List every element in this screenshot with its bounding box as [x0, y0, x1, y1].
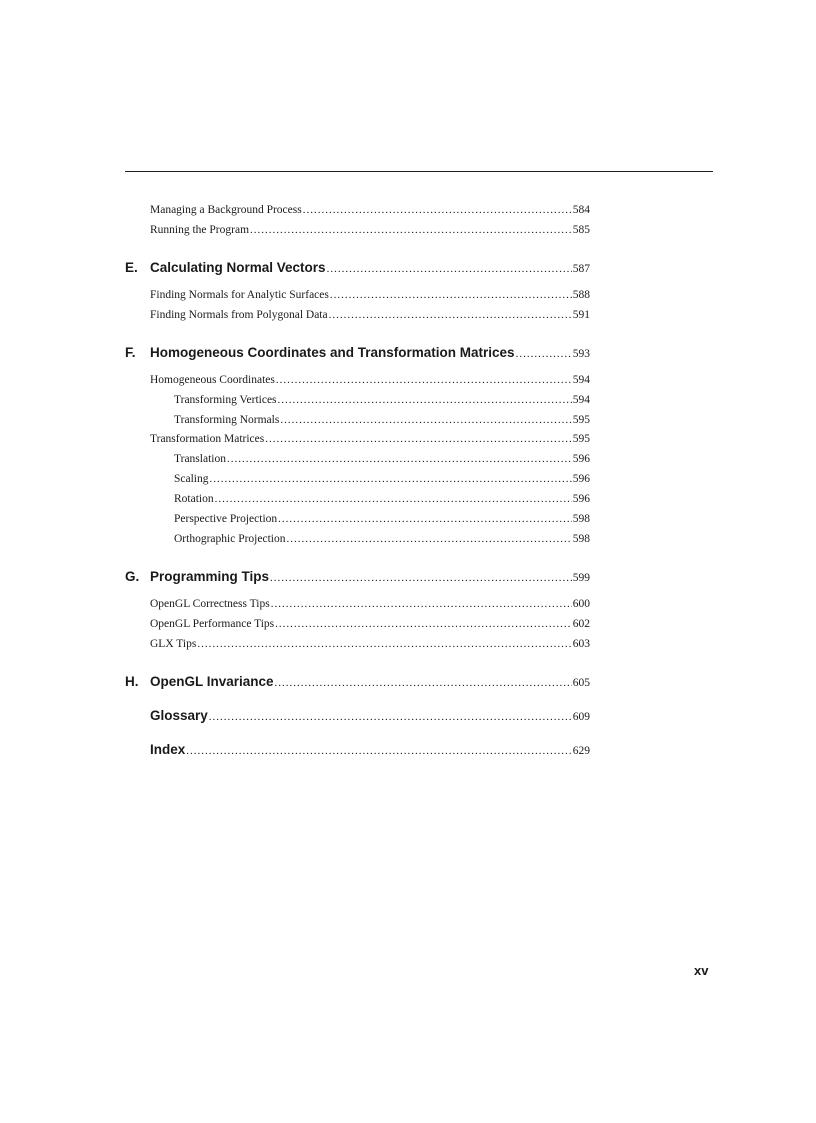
toc-entry-page: 596: [572, 453, 590, 465]
leader-dots: [265, 433, 572, 445]
toc-entry-page: 594: [572, 394, 590, 406]
leader-dots: [271, 598, 572, 610]
toc-entry-page: 594: [572, 374, 590, 386]
toc-entry-title: Transforming Vertices: [174, 394, 277, 406]
toc-entry-normals-polygonal-data[interactable]: [150, 309, 590, 321]
toc-entry-title: OpenGL Performance Tips: [150, 618, 275, 630]
toc-entry-title: Transformation Matrices: [150, 433, 265, 445]
toc-entry-page: 596: [572, 473, 590, 485]
toc-entry-title: Rotation: [174, 493, 214, 505]
toc-entry-rotation[interactable]: [174, 493, 590, 505]
toc-entry-running-program[interactable]: [150, 224, 590, 236]
toc-entry-translation[interactable]: [174, 453, 590, 465]
toc-chapter-index[interactable]: [150, 742, 590, 757]
toc-entry-orthographic-projection[interactable]: [174, 533, 590, 545]
toc-entry-title: Homogeneous Coordinates: [150, 374, 275, 386]
appendix-letter-f: F.: [125, 345, 136, 360]
leader-dots: [250, 224, 572, 236]
toc-chapter-homogeneous-coordinates[interactable]: [150, 345, 590, 360]
toc-entry-opengl-correctness-tips[interactable]: [150, 598, 590, 610]
leader-dots: [210, 473, 572, 485]
appendix-letter-e: E.: [125, 260, 138, 275]
leader-dots: [286, 533, 571, 545]
toc-entry-title: Perspective Projection: [174, 513, 278, 525]
toc-entry-normals-analytic-surfaces[interactable]: [150, 289, 590, 301]
toc-entry-page: 629: [572, 745, 590, 757]
toc-entry-page: 599: [572, 572, 590, 584]
leader-dots: [215, 493, 572, 505]
toc-entry-transformation-matrices[interactable]: [150, 433, 590, 445]
toc-entry-page: 587: [572, 263, 590, 275]
toc-entry-page: 600: [572, 598, 590, 610]
leader-dots: [516, 348, 572, 360]
toc-entry-page: 588: [572, 289, 590, 301]
toc-entry-title: Transforming Normals: [174, 414, 280, 426]
appendix-letter-h: H.: [125, 674, 139, 689]
toc-entry-opengl-performance-tips[interactable]: [150, 618, 590, 630]
leader-dots: [329, 309, 572, 321]
toc-entry-page: 595: [572, 414, 590, 426]
leader-dots: [270, 572, 572, 584]
leader-dots: [227, 453, 572, 465]
toc-entry-perspective-projection[interactable]: [174, 513, 590, 525]
leader-dots: [280, 414, 571, 426]
appendix-letter-g: G.: [125, 569, 140, 584]
toc-entry-title: Translation: [174, 453, 226, 465]
toc-entry-page: 584: [572, 204, 590, 216]
toc-entry-title: Running the Program: [150, 224, 250, 236]
toc-entry-page: 609: [572, 711, 590, 723]
toc-chapter-glossary[interactable]: [150, 708, 590, 723]
toc-chapter-title: Programming Tips: [150, 569, 270, 584]
toc-entry-title: Finding Normals from Polygonal Data: [150, 309, 328, 321]
toc-entry-title: Orthographic Projection: [174, 533, 286, 545]
leader-dots: [275, 618, 572, 630]
leader-dots: [327, 263, 572, 275]
toc-entry-page: 591: [572, 309, 590, 321]
leader-dots: [278, 394, 572, 406]
page-number: xv: [694, 963, 709, 978]
toc-entry-managing-background-process[interactable]: [150, 204, 590, 216]
toc-entry-page: 605: [572, 677, 590, 689]
leader-dots: [330, 289, 572, 301]
toc-entry-page: 602: [572, 618, 590, 630]
leader-dots: [276, 374, 572, 386]
toc-entry-homogeneous-coordinates[interactable]: [150, 374, 590, 386]
header-rule: [125, 171, 713, 172]
toc-entry-title: OpenGL Correctness Tips: [150, 598, 270, 610]
toc-chapter-title: Index: [150, 742, 186, 757]
toc-entry-title: Finding Normals for Analytic Surfaces: [150, 289, 329, 301]
toc-entry-transforming-normals[interactable]: [174, 414, 590, 426]
leader-dots: [278, 513, 572, 525]
toc-entry-scaling[interactable]: [174, 473, 590, 485]
toc-entry-page: 596: [572, 493, 590, 505]
leader-dots: [186, 745, 571, 757]
toc-entry-page: 593: [572, 348, 590, 360]
toc-entry-title: Managing a Background Process: [150, 204, 302, 216]
toc-entry-page: 598: [572, 513, 590, 525]
toc-chapter-title: Glossary: [150, 708, 208, 723]
leader-dots: [197, 638, 571, 650]
toc-entry-title: GLX Tips: [150, 638, 197, 650]
toc-entry-page: 598: [572, 533, 590, 545]
toc-chapter-title: OpenGL Invariance: [150, 674, 274, 689]
toc-chapter-title: Calculating Normal Vectors: [150, 260, 326, 275]
toc-entry-page: 603: [572, 638, 590, 650]
leader-dots: [303, 204, 572, 216]
toc-chapter-opengl-invariance[interactable]: [150, 674, 590, 689]
toc-entry-page: 595: [572, 433, 590, 445]
toc-chapter-title: Homogeneous Coordinates and Transformation Matrices: [150, 345, 515, 360]
leader-dots: [209, 711, 572, 723]
toc-chapter-programming-tips[interactable]: [150, 569, 590, 584]
toc-entry-page: 585: [572, 224, 590, 236]
toc-chapter-calculating-normal-vectors[interactable]: [150, 260, 590, 275]
toc-entry-glx-tips[interactable]: [150, 638, 590, 650]
toc-entry-transforming-vertices[interactable]: [174, 394, 590, 406]
toc-entry-title: Scaling: [174, 473, 209, 485]
leader-dots: [275, 677, 572, 689]
